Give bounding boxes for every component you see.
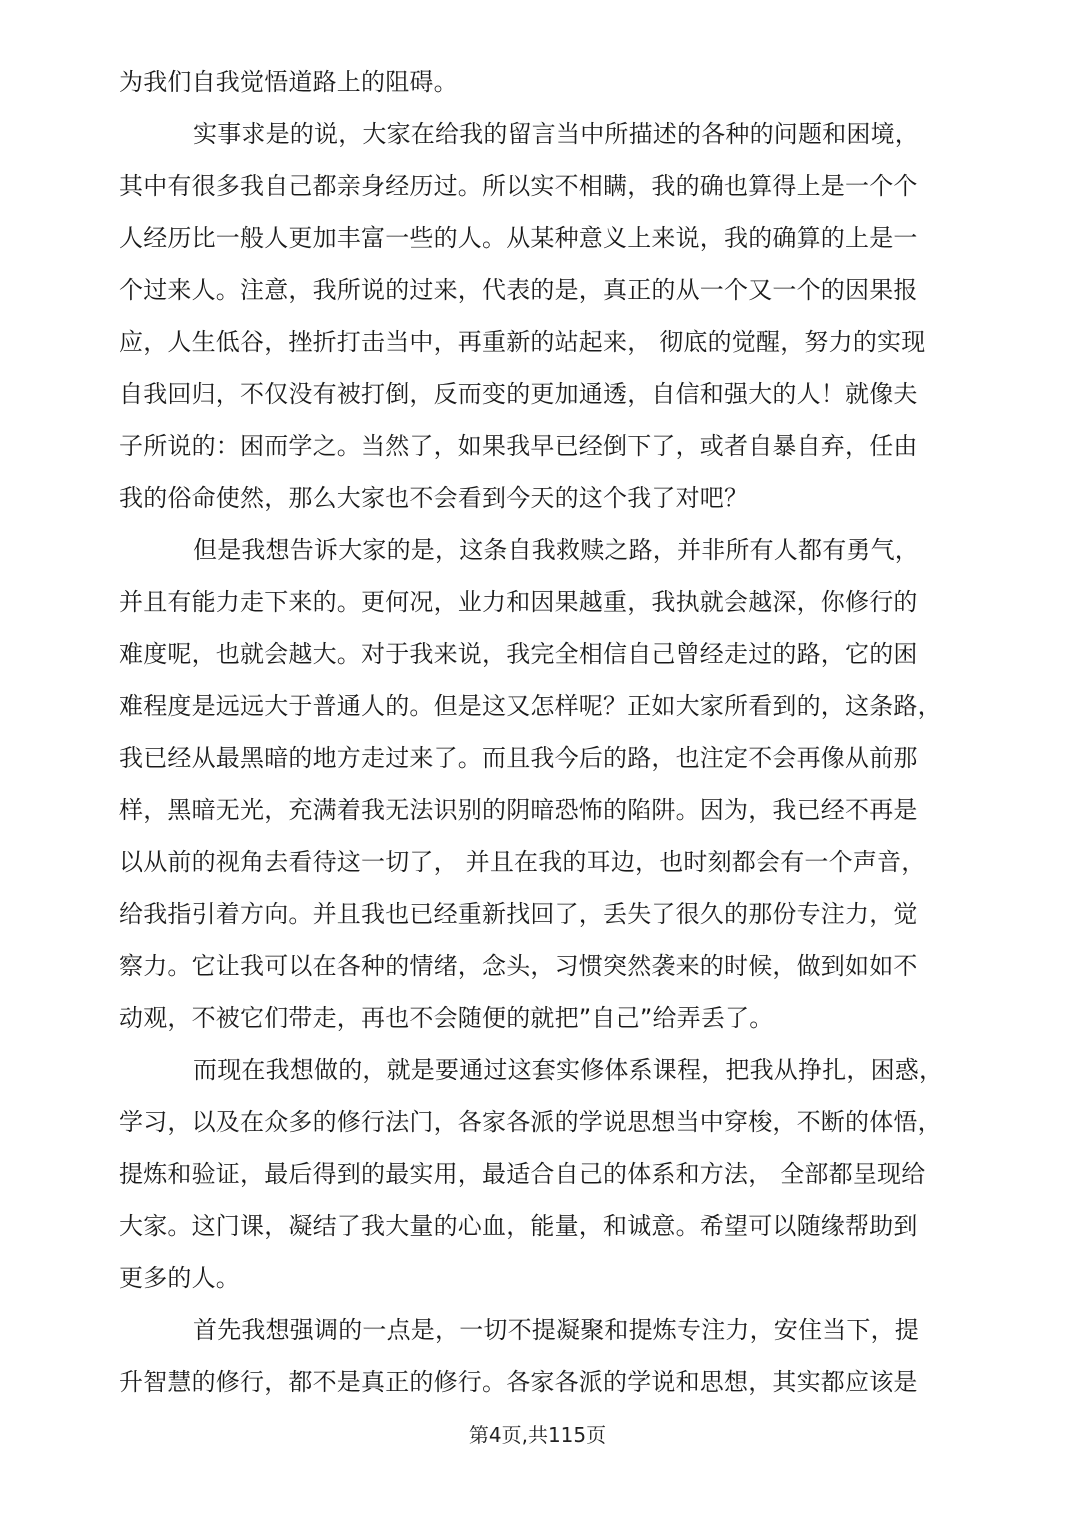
text-line: 人经历比一般人更加丰富一些的人。从某种意义上来说，我的确算的上是一 [119,224,918,252]
text-line: 以从前的视角去看待这一切了， 并且在我的耳边，也时刻都会有一个声音， [119,848,926,876]
text-line: 难度呢，也就会越大。对于我来说，我完全相信自己曾经走过的路，它的困 [119,640,918,668]
text-line: 为我们自我觉悟道路上的阻碍。 [119,68,458,96]
paragraph-first-line: 首先我想强调的一点是，一切不提凝聚和提炼专注力，安住当下，提 [193,1316,919,1344]
text-line: 子所说的：困而学之。当然了，如果我早已经倒下了，或者自暴自弃，任由 [119,432,918,460]
text-line: 升智慧的修行，都不是真正的修行。各家各派的学说和思想，其实都应该是 [119,1368,918,1396]
paragraph-first-line: 实事求是的说，大家在给我的留言当中所描述的各种的问题和困境， [193,120,919,148]
text-line: 其中有很多我自己都亲身经历过。所以实不相瞒，我的确也算得上是一个个 [119,172,918,200]
text-line: 难程度是远远大于普通人的。但是这又怎样呢？正如大家所看到的，这条路， [119,692,942,720]
text-line: 给我指引着方向。并且我也已经重新找回了，丢失了很久的那份专注力，觉 [119,900,918,928]
text-line: 并且有能力走下来的。更何况，业力和因果越重，我执就会越深，你修行的 [119,588,918,616]
text-line: 我的俗命使然，那么大家也不会看到今天的这个我了对吧？ [119,484,749,512]
text-line: 个过来人。注意，我所说的过来，代表的是，真正的从一个又一个的因果报 [119,276,918,304]
paragraph-first-line: 但是我想告诉大家的是，这条自我救赎之路，并非所有人都有勇气， [193,536,919,564]
text-line: 学习，以及在众多的修行法门，各家各派的学说思想当中穿梭，不断的体悟， [119,1108,942,1136]
text-line: 察力。它让我可以在各种的情绪，念头，习惯突然袭来的时候，做到如如不 [119,952,918,980]
paragraph-first-line: 而现在我想做的，就是要通过这套实修体系课程，把我从挣扎，困惑， [193,1056,944,1084]
text-line: 大家。这门课，凝结了我大量的心血，能量，和诚意。希望可以随缘帮助到 [119,1212,918,1240]
text-line: 自我回归，不仅没有被打倒，反而变的更加通透，自信和强大的人！就像夫 [119,380,918,408]
text-line: 动观，不被它们带走，再也不会随便的就把”自己”给弄丢了。 [119,1004,774,1032]
text-line: 样，黑暗无光，充满着我无法识别的阴暗恐怖的陷阱。因为，我已经不再是 [119,796,918,824]
text-line: 更多的人。 [119,1264,240,1292]
body-text [119,56,969,1408]
page-number-footer: 第4页,共115页 [468,1423,607,1447]
text-line: 提炼和验证，最后得到的最实用，最适合自己的体系和方法， 全部都呈现给 [119,1160,926,1188]
text-line: 我已经从最黑暗的地方走过来了。而且我今后的路，也注定不会再像从前那 [119,744,918,772]
text-line: 应，人生低谷，挫折打击当中，再重新的站起来， 彻底的觉醒，努力的实现 [119,328,926,356]
